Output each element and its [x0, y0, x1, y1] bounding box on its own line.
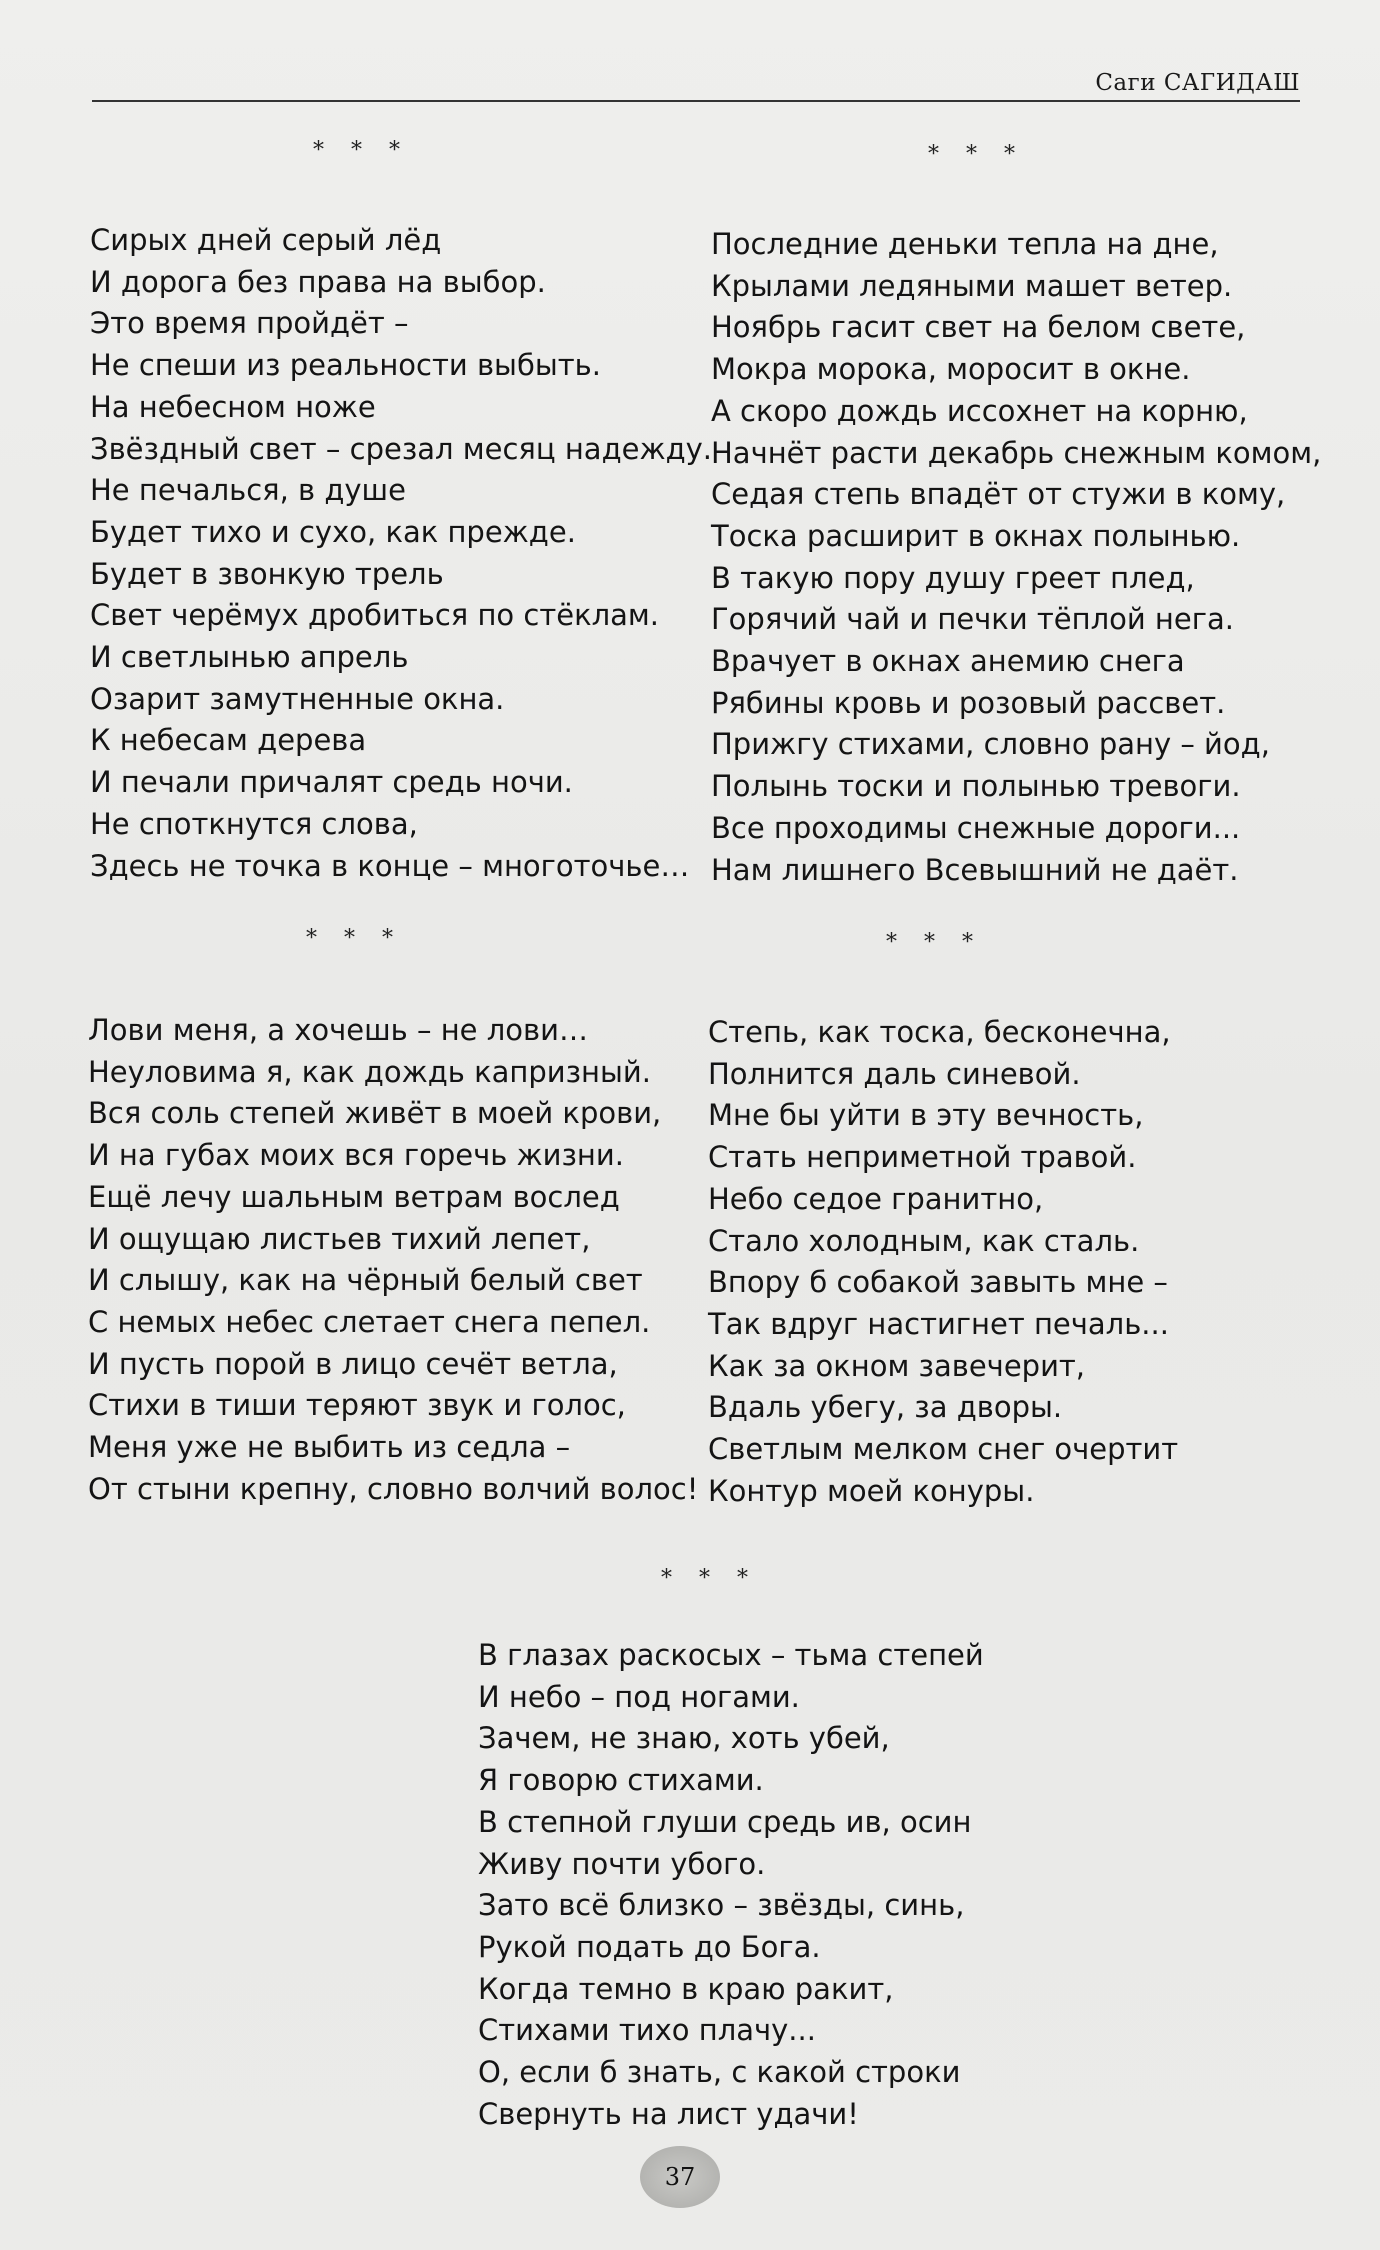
poem-line: Стать неприметной травой. — [708, 1140, 1137, 1175]
poem-line: И небо – под ногами. — [478, 1679, 800, 1714]
poem-line: Мне бы уйти в эту вечность, — [708, 1098, 1144, 1133]
stanza-separator: * * * — [886, 930, 983, 955]
poem-line: Мокра морока, моросит в окне. — [711, 352, 1191, 387]
poem-line: Рукой подать до Бога. — [478, 1929, 821, 1964]
poem-line: А скоро дождь иссохнет на корню, — [711, 393, 1248, 428]
poem-line: В степной глуши средь ив, осин — [478, 1804, 972, 1839]
poem-line: Стало холодным, как сталь. — [708, 1223, 1140, 1258]
poem-line: Полнится даль синевой. — [708, 1056, 1081, 1091]
poem-line: Рябины кровь и розовый рассвет. — [711, 685, 1226, 720]
poem-line: Все проходимы снежные дороги... — [711, 810, 1241, 845]
poem-line: И ощущаю листьев тихий лепет, — [88, 1221, 591, 1256]
poem-line: Как за окном завечерит, — [708, 1348, 1086, 1383]
poem-line: И слышу, как на чёрный белый свет — [88, 1263, 643, 1298]
poem-line: Когда темно в краю ракит, — [478, 1971, 894, 2006]
poem-line: Стихами тихо плачу... — [478, 2013, 816, 2048]
page-number: 37 — [664, 2163, 696, 2191]
poem-line: Здесь не точка в конце – многоточье… — [90, 848, 690, 883]
poem-line: Свернуть на лист удачи! — [478, 2096, 859, 2131]
poem-line: Нам лишнего Всевышний не даёт. — [711, 852, 1239, 887]
poem-line: Вдаль убегу, за дворы. — [708, 1390, 1063, 1425]
poem-line: От стыни крепну, словно волчий волос! — [88, 1471, 699, 1506]
poem-line: Неуловима я, как дождь капризный. — [88, 1054, 651, 1089]
stanza-separator: * * * — [313, 138, 410, 163]
poem-line: Полынь тоски и полынью тревоги. — [711, 769, 1241, 804]
poem-line: О, если б знать, с какой строки — [478, 2055, 961, 2090]
poem-line: Начнёт расти декабрь снежным комом, — [711, 435, 1322, 470]
poem-line: Тоска расширит в окнах полынью. — [711, 518, 1241, 553]
stanza-separator: * * * — [661, 1566, 758, 1591]
running-header-author: Саги САГИДАШ — [1095, 70, 1300, 96]
poem-1 — [90, 220, 712, 887]
poem-line: К небесам дерева — [90, 723, 367, 758]
poem-line: Стихи в тиши теряют звук и голос, — [88, 1388, 626, 1423]
poem-line: Не спеши из реальности выбыть. — [90, 348, 601, 383]
poem-5 — [478, 1635, 984, 2135]
poem-line: Будет в звонкую трель — [90, 556, 444, 591]
poem-line: Это время пройдёт – — [90, 306, 409, 341]
poem-line: Светлым мелком снег очертит — [708, 1432, 1179, 1467]
header-rule — [92, 100, 1300, 102]
poem-line: И светлынью апрель — [90, 640, 409, 675]
poem-line: В глазах раскосых – тьма степей — [478, 1638, 984, 1672]
poem-line: И пусть порой в лицо сечёт ветла, — [88, 1346, 618, 1381]
poem-line: Будет тихо и сухо, как прежде. — [90, 514, 576, 549]
poem-line: Седая степь впадёт от стужи в кому, — [711, 477, 1286, 512]
poem-line: Не печалься, в душе — [90, 473, 406, 508]
poem-line: Так вдруг настигнет печаль... — [708, 1306, 1169, 1341]
poem-line: Прижгу стихами, словно рану – йод, — [711, 727, 1270, 762]
poem-line: В такую пору душу греет плед, — [711, 560, 1195, 595]
poem-line: На небесном ноже — [90, 389, 376, 424]
poem-line: Я говорю стихами. — [478, 1763, 764, 1798]
poem-line: Небо седое гранитно, — [708, 1181, 1044, 1216]
poem-line: Звёздный свет – срезал месяц надежду. — [90, 431, 713, 466]
poem-2 — [711, 224, 1321, 891]
poem-line: Не споткнутся слова, — [90, 806, 418, 841]
poem-4 — [708, 1012, 1178, 1512]
poem-line: Крылами ледяными машет ветер. — [711, 268, 1233, 303]
poem-line: Последние деньки тепла на дне, — [711, 227, 1219, 261]
poem-line: И печали причалят средь ночи. — [90, 765, 573, 800]
poem-line: Озарит замутненные окна. — [90, 681, 505, 716]
stanza-separator: * * * — [928, 142, 1025, 167]
poem-line: Впору б собакой завыть мне – — [708, 1265, 1168, 1300]
poem-line: Зачем, не знаю, хоть убей, — [478, 1721, 890, 1756]
poem-line: Степь, как тоска, бесконечна, — [708, 1015, 1171, 1049]
poem-line: Лови меня, а хочешь – не лови… — [88, 1013, 588, 1047]
poem-line: Вся соль степей живёт в моей крови, — [88, 1096, 662, 1131]
poem-line: Врачует в окнах анемию снега — [711, 644, 1185, 679]
poem-line: Меня уже не выбить из седла – — [88, 1430, 571, 1465]
poem-3 — [88, 1010, 698, 1510]
poem-line: И на губах моих вся горечь жизни. — [88, 1138, 624, 1173]
poem-line: Ноябрь гасит свет на белом свете, — [711, 310, 1246, 345]
poem-line: С немых небес слетает снега пепел. — [88, 1304, 651, 1339]
poem-line: Ещё лечу шальным ветрам вослед — [88, 1179, 620, 1214]
poem-line: И дорога без права на выбор. — [90, 264, 546, 299]
poem-line: Зато всё близко – звёзды, синь, — [478, 1888, 965, 1923]
page-number-badge — [640, 2146, 720, 2208]
poem-line: Свет черёмух дробиться по стёклам. — [90, 598, 659, 633]
stanza-separator: * * * — [306, 926, 403, 951]
poem-line: Горячий чай и печки тёплой нега. — [711, 602, 1234, 637]
poem-line: Сирых дней серый лёд — [90, 223, 442, 257]
poem-line: Контур моей конуры. — [708, 1473, 1035, 1508]
poem-line: Живу почти убого. — [478, 1846, 766, 1881]
